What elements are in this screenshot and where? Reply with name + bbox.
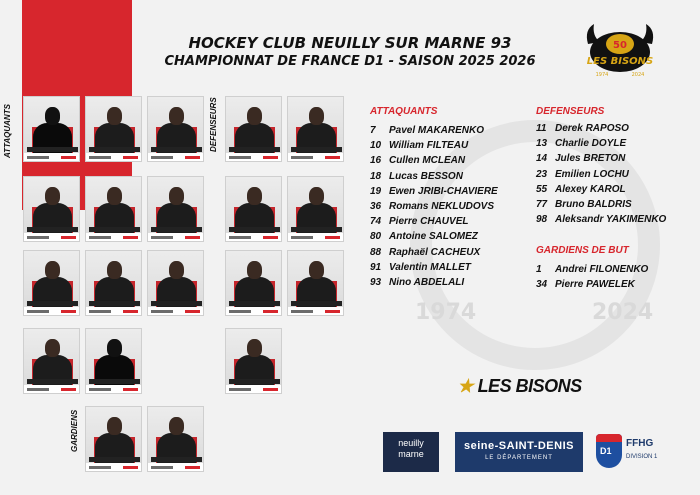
gardiens-title: GARDIENS DE BUT [536,245,629,256]
player-name: Romans NEKLUDOVS [389,201,495,213]
player-card [147,96,204,162]
player-name: Valentin MALLET [389,261,471,273]
player-photo-icon [169,417,184,435]
player-card [147,176,204,242]
gardiens-list [536,262,648,292]
player-photo-icon [169,187,184,205]
player-number: 91 [370,261,382,273]
player-photo-icon [107,417,122,435]
player-card [287,250,344,316]
player-number: 10 [370,140,382,152]
player-name: Emilien LOCHU [555,168,629,180]
player-number: 74 [370,216,382,228]
player-card [225,96,282,162]
player-card [147,250,204,316]
player-photo-icon [309,187,324,205]
player-card [287,176,344,242]
background-year-left: 1974 [415,300,477,325]
roster-row [536,182,666,197]
ffhg-division: DIVISION 1 [626,454,658,460]
les-bisons-wordmark-text: LES BISONS [477,376,582,396]
player-name: Antoine SALOMEZ [389,231,478,243]
player-photo-icon [45,187,60,205]
roster-row [536,262,648,277]
player-name: William FILTEAU [389,140,469,152]
background-year-right: 2024 [592,300,654,325]
player-photo-icon [169,261,184,279]
defenseurs-title: DEFENSEURS [536,106,605,117]
label-gardiens: GARDIENS [70,409,79,452]
defenseurs-list [536,121,666,227]
sponsor-neuilly-line1: neuilly [398,438,424,448]
player-name: Lucas BESSON [389,170,463,182]
logo-year-right: 2024 [631,72,645,78]
player-photo-icon [247,107,262,125]
player-photo-icon [169,107,184,125]
roster-row [370,214,498,229]
roster-row [370,123,498,138]
player-name: Andrei FILONENKO [555,264,649,275]
player-card [225,176,282,242]
player-name: Pavel MAKARENKO [389,125,485,136]
label-attaquants: ATTAQUANTS [3,104,12,158]
player-photo-icon [45,261,60,279]
player-number: 34 [536,279,548,291]
player-name: Charlie DOYLE [555,138,627,150]
player-name: Derek RAPOSO [555,123,629,134]
page-subtitle: CHAMPIONNAT DE FRANCE D1 - SAISON 2025 2026 [164,54,536,69]
player-number: 36 [370,201,382,213]
player-photo-icon [107,187,122,205]
roster-row [536,121,666,136]
player-card [23,96,80,162]
player-name: Jules BRETON [555,153,626,165]
ffhg-badge-text: D1 [600,446,612,456]
roster-row [370,245,498,260]
player-photo-icon [309,107,324,125]
player-photo-icon [309,261,324,279]
roster-row [370,153,498,168]
player-card [23,176,80,242]
player-photo-icon [247,261,262,279]
player-number: 18 [370,170,382,182]
player-name: Aleksandr YAKIMENKO [555,214,667,226]
player-number: 7 [370,125,376,136]
player-name: Pierre CHAUVEL [389,216,469,228]
player-photo-icon [107,261,122,279]
player-name: Raphaël CACHEUX [389,246,481,258]
roster-row [370,260,498,275]
sponsor-seine-saint-denis [455,432,583,472]
roster-row [536,151,666,166]
player-card [23,328,80,394]
roster-row [536,277,648,292]
page-title: HOCKEY CLUB NEUILLY SUR MARNE 93 [188,34,512,52]
player-number: 98 [536,214,548,226]
logo-year-left: 1974 [595,72,609,78]
player-photo-icon [45,107,60,125]
player-number: 88 [370,246,382,258]
player-name: Alexey KAROL [555,183,626,195]
player-photo-icon [107,107,122,125]
label-defenseurs: DEFENSEURS [209,97,218,152]
player-card [287,96,344,162]
player-name: Cullen MCLEAN [389,155,466,167]
les-bisons-wordmark: ★ LES BISONS [457,376,582,396]
player-card [85,96,142,162]
roster-row [370,184,498,199]
player-number: 23 [536,168,548,180]
roster-row [370,275,498,290]
roster-row [536,197,666,212]
sponsor-neuilly-line2: marne [398,449,424,459]
logo-badge: 50 [613,40,627,51]
attaquants-list [370,123,498,290]
sponsor-ffhg [596,432,676,472]
roster-row [536,167,666,182]
player-photo-icon [247,187,262,205]
player-card [85,250,142,316]
attaquants-title: ATTAQUANTS [370,106,438,117]
ffhg-shield-icon [596,434,622,468]
player-name: Nino ABDELALI [389,277,465,289]
player-card [147,406,204,472]
player-number: 19 [370,185,382,197]
sponsor-neuilly-marne [383,432,439,472]
ffhg-name: FFHG [626,438,654,449]
roster-row [536,212,666,227]
les-bisons-logo [580,22,660,84]
roster-row [536,136,666,151]
roster-row [370,229,498,244]
roster-row [370,138,498,153]
sponsor-ssd-subtitle: LE DÉPARTEMENT [485,455,553,461]
player-card [225,328,282,394]
player-card [85,328,142,394]
player-card [85,176,142,242]
logo-text: LES BISONS [586,56,654,67]
player-photo-icon [247,339,262,357]
player-name: Bruno BALDRIS [555,199,632,211]
player-photo-icon [45,339,60,357]
player-number: 16 [370,155,382,167]
roster-row [370,169,498,184]
player-number: 14 [536,153,548,165]
player-name: Ewen JRIBI-CHAVIERE [389,185,498,197]
player-card [225,250,282,316]
player-card [85,406,142,472]
sponsor-ssd-title: seine-SAINT-DENIS [464,440,574,452]
player-number: 11 [536,123,547,134]
player-name: Pierre PAWELEK [555,279,635,291]
player-number: 80 [370,231,382,243]
player-card [23,250,80,316]
player-photo-icon [107,339,122,357]
roster-row [370,199,498,214]
player-number: 1 [536,264,542,275]
player-number: 77 [536,199,548,211]
player-number: 55 [536,183,548,195]
player-number: 93 [370,277,382,289]
player-number: 13 [536,138,548,150]
